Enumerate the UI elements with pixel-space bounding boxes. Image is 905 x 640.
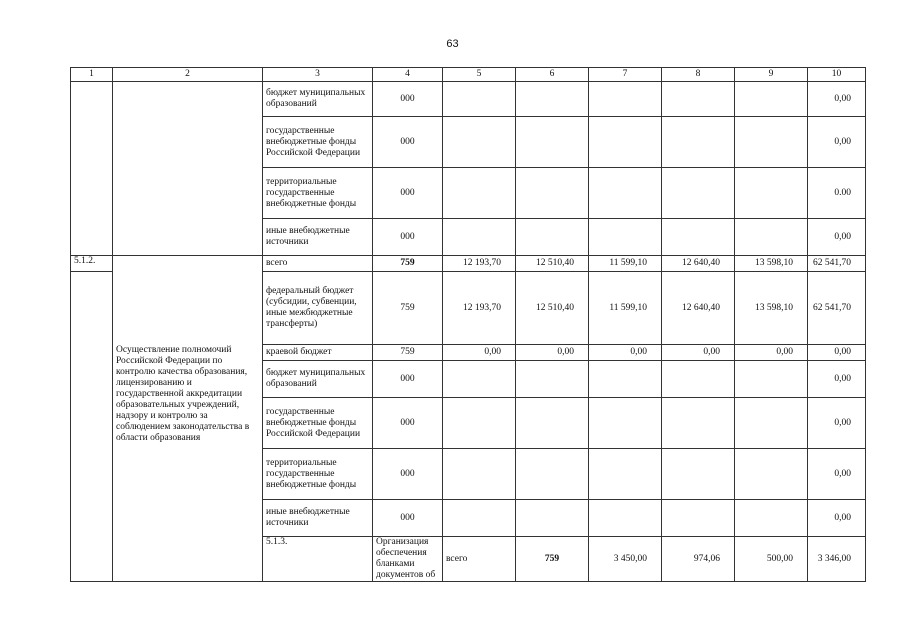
item-name-top-empty	[113, 256, 263, 345]
value-cell	[443, 219, 516, 256]
value-cell	[589, 500, 662, 537]
code-cell: 000	[373, 168, 443, 219]
source-cell: бюджет муниципальных образований	[263, 361, 373, 398]
value-cell	[443, 398, 516, 449]
code-cell: 759	[373, 256, 443, 272]
total-cell: 0,00	[808, 449, 866, 500]
header-cell: 10	[808, 68, 866, 82]
code-cell: 000	[373, 361, 443, 398]
value-cell	[443, 168, 516, 219]
value-cell	[735, 361, 808, 398]
value-cell	[516, 398, 589, 449]
value-cell: 3 450,00	[589, 537, 662, 582]
value-cell: 12 193,70	[443, 272, 516, 345]
budget-table	[70, 67, 866, 582]
total-cell: 62 541,70	[808, 256, 866, 272]
value-cell	[443, 117, 516, 168]
value-cell	[735, 398, 808, 449]
header-cell: 4	[373, 68, 443, 82]
total-cell: 62 541,70	[808, 272, 866, 345]
value-cell	[662, 82, 735, 117]
item-name: Осуществление полномочий Российской Федерации по контролю качества образования, лицензированию и государственной аккредитации образовательных учреждений, надзору и контролю за соблюдением законодательства в области образования	[113, 345, 263, 582]
header-cell: 9	[735, 68, 808, 82]
value-cell	[443, 500, 516, 537]
header-cell: 1	[71, 68, 113, 82]
item-name: Организация обеспечения бланками документов об	[373, 537, 443, 582]
source-cell: государственные внебюджетные фонды Российской Федерации	[263, 398, 373, 449]
code-cell: 000	[373, 219, 443, 256]
code-cell: 000	[373, 449, 443, 500]
value-cell	[589, 219, 662, 256]
value-cell: 12 510,40	[516, 272, 589, 345]
value-cell	[662, 117, 735, 168]
table-row	[71, 82, 866, 117]
code-cell: 759	[516, 537, 589, 582]
table-row	[71, 345, 866, 361]
header-cell: 2	[113, 68, 263, 82]
value-cell	[516, 361, 589, 398]
total-cell: 0.00	[808, 168, 866, 219]
header-cell: 3	[263, 68, 373, 82]
total-cell: 0,00	[808, 117, 866, 168]
source-cell: территориальные государственные внебюджетные фонды	[263, 168, 373, 219]
total-cell: 0,00	[808, 345, 866, 361]
name-cell-empty	[113, 82, 263, 256]
value-cell	[735, 500, 808, 537]
value-cell: 0,00	[662, 345, 735, 361]
value-cell: 12 640,40	[662, 272, 735, 345]
value-cell: 500,00	[735, 537, 808, 582]
value-cell	[589, 361, 662, 398]
total-cell: 0,00	[808, 398, 866, 449]
source-cell: территориальные государственные внебюджетные фонды	[263, 449, 373, 500]
page-number: 63	[446, 38, 459, 50]
value-cell	[662, 500, 735, 537]
value-cell: 0,00	[516, 345, 589, 361]
code-cell: 000	[373, 82, 443, 117]
value-cell: 12 193,70	[443, 256, 516, 272]
header-cell: 6	[516, 68, 589, 82]
value-cell	[735, 449, 808, 500]
source-cell: федеральный бюджет (субсидии, субвенции, иные межбюджетные трансферты)	[263, 272, 373, 345]
value-cell	[516, 500, 589, 537]
code-cell: 759	[373, 345, 443, 361]
value-cell	[662, 361, 735, 398]
item-number: 5.1.2.	[71, 256, 113, 272]
code-cell: 000	[373, 117, 443, 168]
value-cell	[662, 398, 735, 449]
value-cell: 0,00	[735, 345, 808, 361]
value-cell	[735, 117, 808, 168]
source-cell: иные внебюджетные источники	[263, 219, 373, 256]
value-cell: 12 640,40	[662, 256, 735, 272]
value-cell: 12 510,40	[516, 256, 589, 272]
value-cell: 974,06	[662, 537, 735, 582]
header-cell: 5	[443, 68, 516, 82]
total-cell: 0,00	[808, 82, 866, 117]
code-cell: 000	[373, 500, 443, 537]
value-cell	[735, 168, 808, 219]
value-cell	[589, 82, 662, 117]
value-cell	[516, 117, 589, 168]
item-number: 5.1.3.	[263, 537, 373, 582]
value-cell	[662, 168, 735, 219]
value-cell	[589, 168, 662, 219]
value-cell	[516, 82, 589, 117]
value-cell: 3 346,00	[808, 537, 866, 582]
num-cell-empty	[71, 272, 113, 582]
source-cell: иные внебюджетные источники	[263, 500, 373, 537]
value-cell	[516, 168, 589, 219]
header-cell: 8	[662, 68, 735, 82]
value-cell: 13 598,10	[735, 256, 808, 272]
code-cell: 759	[373, 272, 443, 345]
table-row	[71, 256, 866, 272]
value-cell: 13 598,10	[735, 272, 808, 345]
value-cell: 11 599,10	[589, 256, 662, 272]
value-cell: 11 599,10	[589, 272, 662, 345]
value-cell	[516, 219, 589, 256]
value-cell: 0,00	[589, 345, 662, 361]
total-cell: 0,00	[808, 500, 866, 537]
value-cell	[735, 82, 808, 117]
header-row	[71, 68, 866, 82]
total-cell: 0,00	[808, 361, 866, 398]
source-cell: государственные внебюджетные фонды Российской Федерации	[263, 117, 373, 168]
code-cell: 000	[373, 398, 443, 449]
value-cell	[516, 449, 589, 500]
value-cell	[443, 82, 516, 117]
header-cell: 7	[589, 68, 662, 82]
source-cell: всего	[443, 537, 516, 582]
value-cell: 0,00	[443, 345, 516, 361]
value-cell	[662, 219, 735, 256]
source-cell: всего	[263, 256, 373, 272]
value-cell	[589, 398, 662, 449]
value-cell	[443, 449, 516, 500]
num-cell-empty	[71, 82, 113, 256]
value-cell	[589, 449, 662, 500]
value-cell	[589, 117, 662, 168]
source-cell: краевой бюджет	[263, 345, 373, 361]
value-cell	[735, 219, 808, 256]
value-cell	[443, 361, 516, 398]
total-cell: 0,00	[808, 219, 866, 256]
source-cell: бюджет муниципальных образований	[263, 82, 373, 117]
value-cell	[662, 449, 735, 500]
